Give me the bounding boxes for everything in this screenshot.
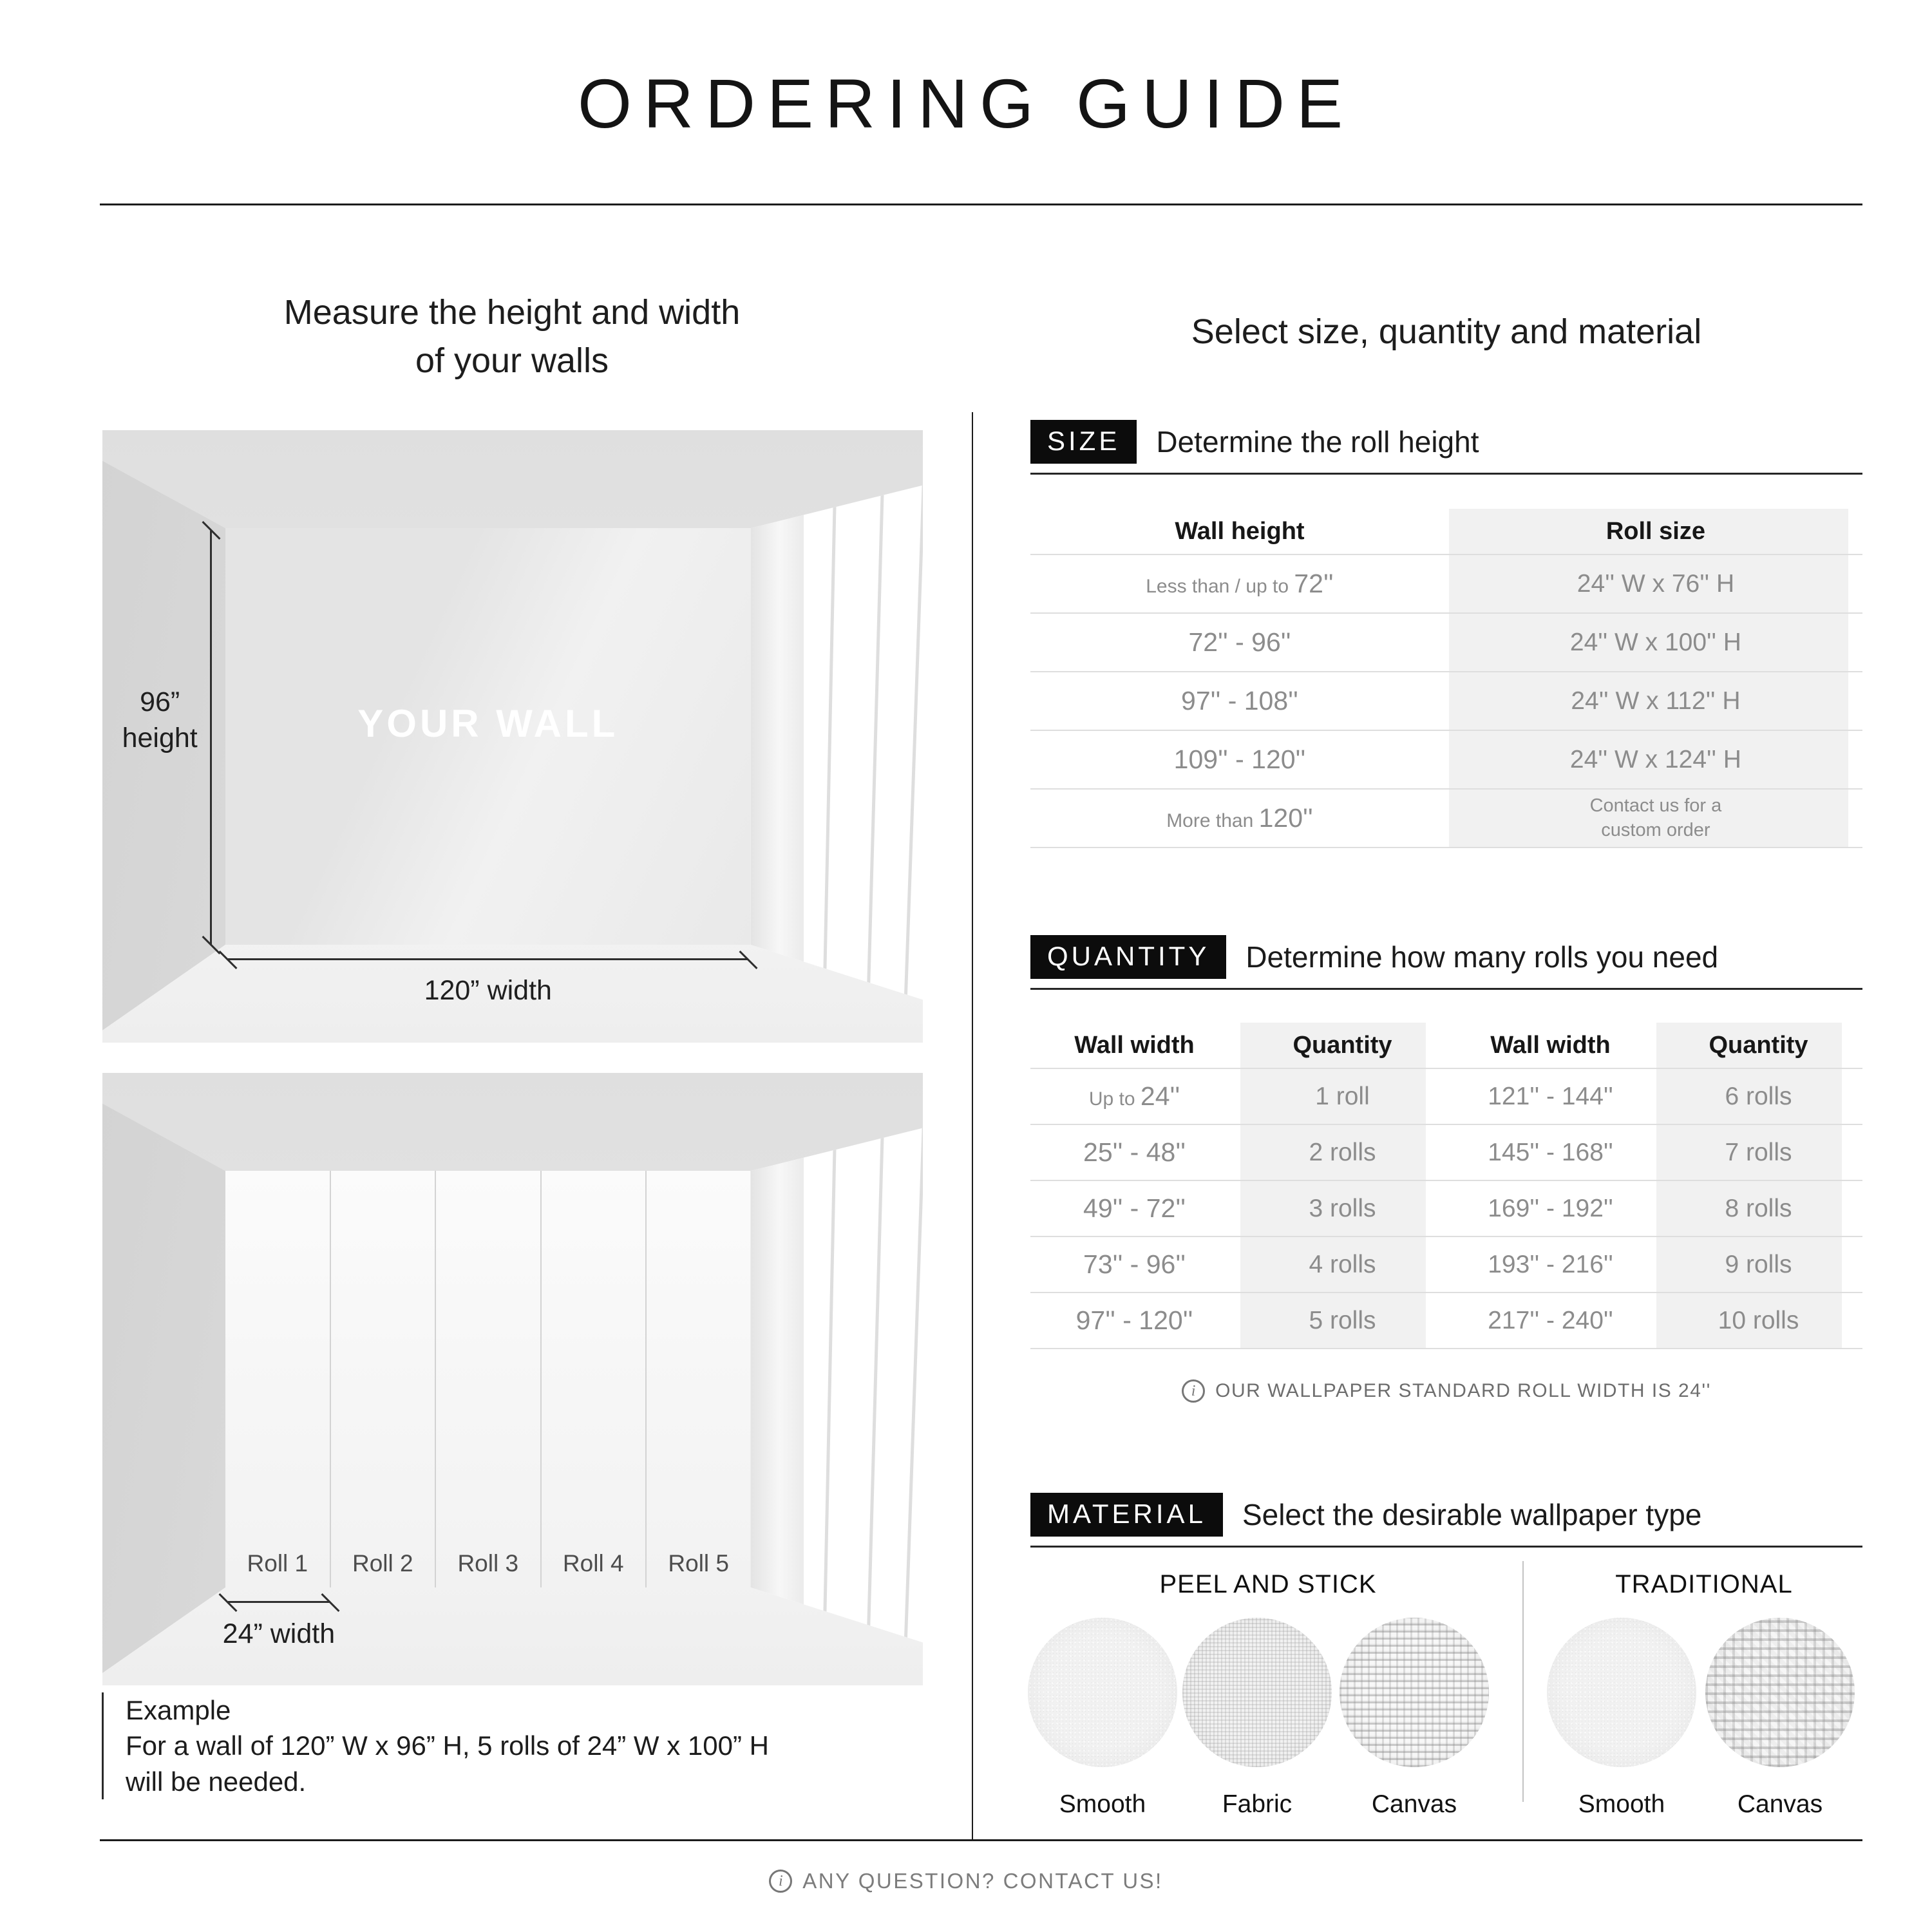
column-header-wall-height: Wall height xyxy=(1175,517,1305,545)
height-measure-line xyxy=(210,531,212,945)
window-pillar xyxy=(750,504,804,981)
size-table-row: 109'' - 120'' 24'' W x 124'' H xyxy=(1030,731,1862,790)
footer-divider xyxy=(100,1839,1862,1841)
column-divider xyxy=(972,412,973,1839)
material-section-header xyxy=(1030,1493,1862,1548)
roll-label: Roll 2 xyxy=(352,1549,413,1577)
size-table-row: 72'' - 96'' 24'' W x 100'' H xyxy=(1030,614,1862,672)
window-mullion xyxy=(866,467,884,1006)
roll-panel xyxy=(436,1171,541,1587)
size-table-row: 97'' - 108'' 24'' W x 112'' H xyxy=(1030,672,1862,731)
material-sample-canvas xyxy=(1340,1618,1489,1767)
top-divider xyxy=(100,204,1862,205)
window-mullion xyxy=(866,1110,884,1649)
window-mullion xyxy=(823,467,838,1006)
right-column-heading: Select size, quantity and material xyxy=(1191,312,1702,351)
quantity-table-row: 73'' - 96'' 4 rolls 193'' - 216'' 9 rolls xyxy=(1030,1237,1862,1293)
column-header-wall-width: Wall width xyxy=(1490,1031,1611,1059)
window-pillar xyxy=(750,1146,804,1624)
roll-panel xyxy=(331,1171,436,1587)
material-sample-fabric xyxy=(1182,1618,1332,1767)
size-section-title: Determine the roll height xyxy=(1156,425,1479,459)
material-badge: MATERIAL xyxy=(1030,1493,1223,1537)
wallpaper-roll-panels xyxy=(225,1171,750,1587)
left-column-heading xyxy=(100,289,924,384)
window-mullion xyxy=(904,1110,923,1649)
example-note xyxy=(102,1692,913,1799)
material-sample-label: Smooth xyxy=(1578,1790,1665,1818)
width-measure-label: 120” width xyxy=(424,974,552,1006)
column-header-quantity: Quantity xyxy=(1709,1031,1808,1059)
quantity-badge: QUANTITY xyxy=(1030,935,1226,979)
standard-roll-width-note: i OUR WALLPAPER STANDARD ROLL WIDTH IS 24'' xyxy=(1030,1379,1862,1403)
height-measure-label: 96” height xyxy=(122,686,198,753)
material-sample-smooth xyxy=(1547,1618,1696,1767)
width-measure-line xyxy=(228,958,748,960)
size-section-header xyxy=(1030,420,1862,475)
material-section-title: Select the desirable wallpaper type xyxy=(1242,1498,1702,1531)
roll-label: Roll 5 xyxy=(668,1549,729,1577)
example-line2: will be needed. xyxy=(126,1766,307,1797)
left-heading-line2: of your walls xyxy=(415,341,609,380)
material-group-traditional: TRADITIONAL xyxy=(1615,1570,1793,1598)
column-header-wall-width: Wall width xyxy=(1074,1031,1195,1059)
roll-label: Roll 4 xyxy=(562,1549,624,1577)
material-sample-label: Fabric xyxy=(1222,1790,1293,1818)
quantity-table-row: 49'' - 72'' 3 rolls 169'' - 192'' 8 rolls xyxy=(1030,1181,1862,1237)
quantity-section-header xyxy=(1030,935,1862,990)
column-header-quantity: Quantity xyxy=(1293,1031,1392,1059)
room-diagram-rolls xyxy=(102,1073,923,1685)
quantity-table xyxy=(1030,1023,1862,1349)
example-title: Example xyxy=(126,1695,231,1725)
quantity-table-row: 25'' - 48'' 2 rolls 145'' - 168'' 7 rolls xyxy=(1030,1125,1862,1181)
your-wall-label: YOUR WALL xyxy=(357,701,619,745)
size-table-row: More than 120'' Contact us for a custom order xyxy=(1030,790,1862,848)
size-table-row: Less than / up to 72'' 24'' W x 76'' H xyxy=(1030,555,1862,614)
room-diagram-measure xyxy=(102,430,923,1043)
roll-width-measure-line xyxy=(228,1601,330,1603)
size-table xyxy=(1030,509,1862,848)
material-sample-smooth xyxy=(1028,1618,1177,1767)
window-mullion xyxy=(823,1110,838,1649)
material-sample-label: Smooth xyxy=(1059,1790,1146,1818)
size-badge: SIZE xyxy=(1030,420,1137,464)
material-sample-canvas xyxy=(1705,1618,1855,1767)
your-wall-surface xyxy=(225,528,750,945)
quantity-table-header-row xyxy=(1030,1023,1862,1069)
window-mullion xyxy=(904,467,923,1006)
quantity-table-row: Up to 24'' 1 roll 121'' - 144'' 6 rolls xyxy=(1030,1069,1862,1125)
column-header-roll-size: Roll size xyxy=(1605,517,1705,545)
roll-panel xyxy=(647,1171,750,1587)
material-group-peel-and-stick: PEEL AND STICK xyxy=(1159,1570,1377,1598)
info-icon xyxy=(1182,1379,1205,1403)
size-table-header-row xyxy=(1030,509,1862,555)
footer-contact-note: i ANY QUESTION? CONTACT US! xyxy=(0,1869,1932,1893)
material-sample-label: Canvas xyxy=(1737,1790,1823,1818)
roll-label: Roll 3 xyxy=(457,1549,519,1577)
quantity-table-row: 97'' - 120'' 5 rolls 217'' - 240'' 10 rolls xyxy=(1030,1293,1862,1349)
left-heading-line1: Measure the height and width xyxy=(283,293,741,332)
roll-width-measure-label: 24” width xyxy=(222,1618,336,1650)
example-line1: For a wall of 120” W x 96” H, 5 rolls of 24” W x 100” H xyxy=(126,1730,769,1761)
roll-panel xyxy=(542,1171,647,1587)
roll-panel xyxy=(225,1171,330,1587)
roll-label: Roll 1 xyxy=(247,1549,308,1577)
material-group-divider xyxy=(1522,1561,1524,1802)
page-title: ORDERING GUIDE xyxy=(577,64,1355,142)
material-sample-label: Canvas xyxy=(1371,1790,1457,1818)
quantity-section-title: Determine how many rolls you need xyxy=(1245,940,1719,974)
info-icon xyxy=(769,1870,792,1893)
